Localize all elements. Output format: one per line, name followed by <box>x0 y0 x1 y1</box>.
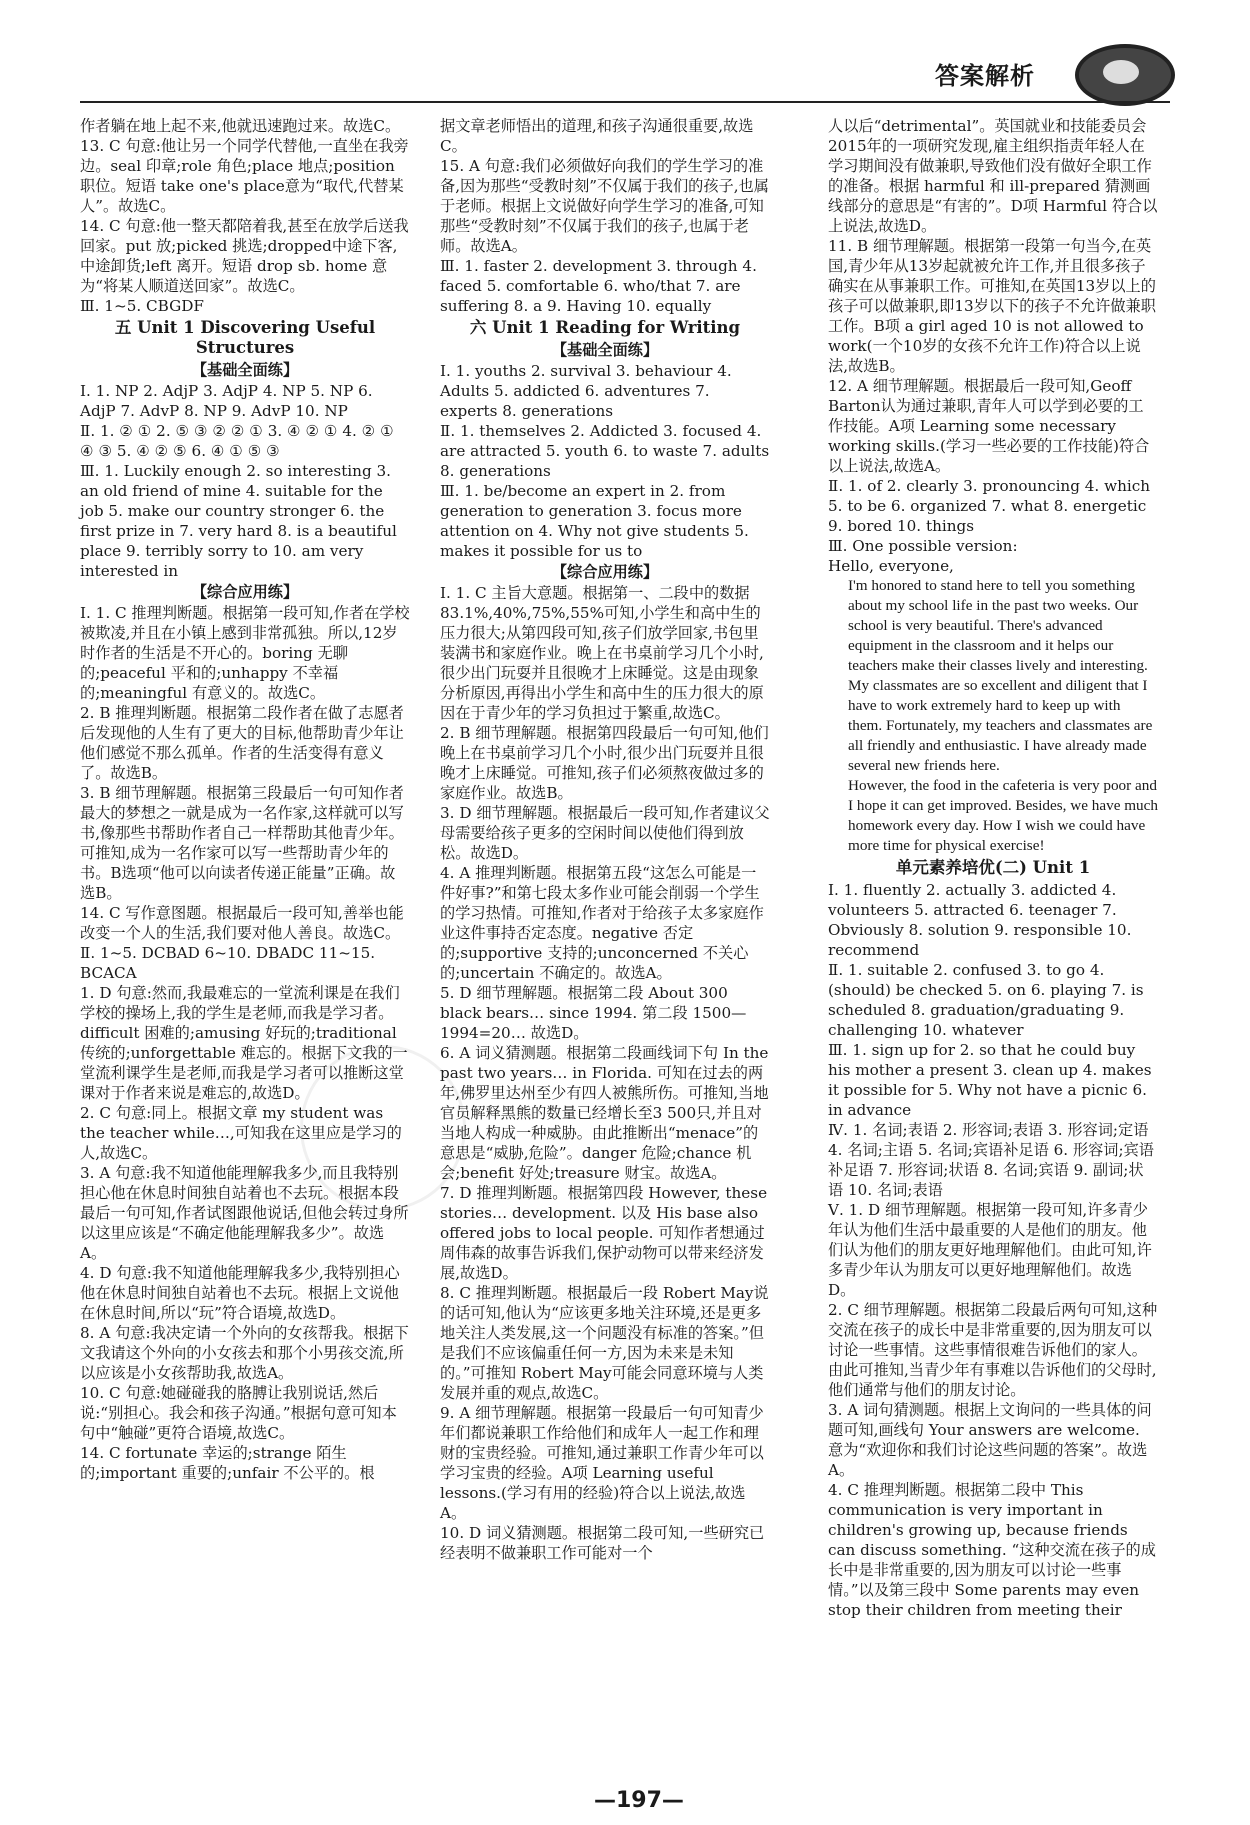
essay-greeting: Hello, everyone, <box>828 557 954 575</box>
answer-item: Ⅲ. One possible version: <box>828 537 1018 555</box>
answer-item: Ⅱ. 1. themselves 2. Addicted 3. focused 4. are attracted 5. youth 6. to waste 7. adults 8. generations <box>440 422 770 480</box>
answer-item: Ⅴ. 1. D 细节理解题。根据第一段可知,许多青少年认为他们生活中最重要的人是他们的朋友。他们认为他们的朋友更好地理解他们。由此可知,许多青少年认为朋友可以更好地理解他们。故选D。 <box>828 1201 1152 1299</box>
answer-item: 9. A 细节理解题。根据第一段最后一句可知青少年们都说兼职工作给他们和成年人一起工作和理财的宝贵经验。可推知,通过兼职工作青少年可以学习宝贵的经验。A项 Learning useful lessons.(学习有用的经验)符合以上说法,故选A。 <box>440 1404 764 1522</box>
answer-item: 7. D 推理判断题。根据第四段 However, these stories… development. 以及 His base also offered jobs to local people. 可知作者想通过周伟森的故事告诉我们,保护动物可以带来经济发展,故选D。 <box>440 1184 768 1282</box>
answer-item: 14. C fortunate 幸运的;strange 陌生的;important 重要的;unfair 不公平的。根 <box>80 1444 375 1482</box>
answer-item: Ⅰ. 1. C 主旨大意题。根据第一、二段中的数据83.1%,40%,75%,55%可知,小学生和高中生的压力很大;从第四段可知,孩子们放学回家,书包里装满书和家庭作业。晚上在书桌前学习几个小时,很少出门玩耍并且很晚才上床睡觉。这是由现象分析原因,再得出小学生和高中生的压力很大的原因在于青少年的学习负担过于繁重,故选C。 <box>440 584 764 722</box>
answer-item: Ⅲ. 1. sign up for 2. so that he could buy his mother a present 3. clean up 4. makes it possible for 5. Why not have a picnic 6. in advance <box>828 1041 1152 1119</box>
paragraph: 作者躺在地上起不来,他就迅速跑过来。故选C。 <box>80 117 401 135</box>
answer-item: 1. D 句意:然而,我最难忘的一堂流利课是在我们学校的操场上,我的学生是老师,而我是学习者。difficult 困难的;amusing 好玩的;traditional 传统的;unforgettable 难忘的。根据下文我的一堂流利课学生是老师,而我是学习者可以推断这堂课对于作者来说是难忘的,故选D。 <box>80 984 408 1102</box>
answer-item: 10. C 句意:她碰碰我的胳膊让我别说话,然后说:“别担心。我会和孩子沟通。”根据句意可知本句中“触碰”更符合语境,故选C。 <box>80 1384 397 1442</box>
book-logo-icon <box>1075 44 1175 106</box>
answer-item: Ⅰ. 1. NP 2. AdjP 3. AdjP 4. NP 5. NP 6. AdjP 7. AdvP 8. NP 9. AdvP 10. NP <box>80 382 373 420</box>
essay-paragraph: However, the food in the cafeteria is very poor and I hope it can get improved. Besides, we have much homework every day. How I wish we could have more time for physical exercise! <box>848 777 1158 854</box>
column-right <box>828 116 1158 1620</box>
answer-item: 2. B 推理判断题。根据第二段作者在做了志愿者后发现他的人生有了更大的目标,他帮助青少年让他们感觉不那么孤单。作者的生活变得有意义了。故选B。 <box>80 704 404 782</box>
paragraph: 据文章老师悟出的道理,和孩子沟通很重要,故选C。 <box>440 117 754 155</box>
section-title: 五 Unit 1 Discovering Useful Structures <box>114 318 376 357</box>
answer-item: Ⅰ. 1. youths 2. survival 3. behaviour 4. Adults 5. addicted 6. adventures 7. experts 8. generations <box>440 362 732 420</box>
answer-item: Ⅱ. 1. of 2. clearly 3. pronouncing 4. which 5. to be 6. organized 7. what 8. energetic 9. bored 10. things <box>828 477 1151 535</box>
answer-item: Ⅲ. 1. Luckily enough 2. so interesting 3. an old friend of mine 4. suitable for the job 5. make our country stronger 6. the first prize in 7. very hard 8. is a beautiful place 9. terribly sorry to 10. am very interested in <box>80 462 397 580</box>
page-number: —197— <box>594 1788 684 1813</box>
answer-item: 14. C 写作意图题。根据最后一段可知,善举也能改变一个人的生活,我们要对他人善良。故选C。 <box>80 904 404 942</box>
answer-item: 13. C 句意:他让另一个同学代替他,一直坐在我旁边。seal 印章;role 角色;place 地点;position 职位。短语 take one's place意为“取代,代替某人”。故选C。 <box>80 137 409 215</box>
answer-item: 4. C 推理判断题。根据第二段中 This communication is very important in children's growing up, because friends can discuss something. “这种交流在孩子的成长中是非常重要的,因为朋友可以讨论一些事情。”以及第三段中 Some parents may even stop their children from meeting their <box>828 1481 1156 1619</box>
subsection-title: 【综合应用练】 <box>191 583 299 601</box>
answer-item: Ⅰ. 1. C 推理判断题。根据第一段可知,作者在学校被欺凌,并且在小镇上感到非常孤独。所以,12岁时作者的生活是不开心的。boring 无聊的;peaceful 平和的;unhappy 不幸福的;meaningful 有意义的。故选C。 <box>80 604 410 702</box>
answer-item: 2. C 细节理解题。根据第二段最后两句可知,这种交流在孩子的成长中是非常重要的,因为朋友可以讨论一些事情。这些事情很难告诉他们的家人。由此可推知,当青少年有事难以告诉他们的父母时,他们通常与他们的朋友讨论。 <box>828 1301 1158 1399</box>
answer-item: Ⅱ. 1~5. DCBAD 6~10. DBADC 11~15. BCACA <box>80 944 376 982</box>
answer-item: Ⅱ. 1. suitable 2. confused 3. to go 4. (should) be checked 5. on 6. playing 7. is scheduled 8. graduation/graduating 9. challenging 10. whatever <box>828 961 1144 1039</box>
answer-item: Ⅲ. 1. be/become an expert in 2. from generation to generation 3. focus more attention on 4. Why not give students 5. makes it possible for us to <box>440 482 749 560</box>
essay-paragraph: I'm honored to stand here to tell you something about my school life in the past two weeks. Our school is very beautiful. There's advanced equipment in the classroom and it helps our teachers make their classes lively and interesting. My classmates are so excellent and diligent that I have to work extremely hard to keep up with them. Fortunately, my teachers and classmates are all friendly and enthusiastic. I have already made several new friends here. <box>848 577 1153 774</box>
answer-item: Ⅰ. 1. fluently 2. actually 3. addicted 4. volunteers 5. attracted 6. teenager 7. Obviously 8. solution 9. responsible 10. recommend <box>828 881 1132 959</box>
answer-item: 3. A 词句猜测题。根据上文询问的一些具体的问题可知,画线句 Your answers are welcome. 意为“欢迎你和我们讨论这些问题的答案”。故选A。 <box>828 1401 1152 1479</box>
answer-item: 12. A 细节理解题。根据最后一段可知,Geoff Barton认为通过兼职,青年人可以学到必要的工作技能。A项 Learning some necessary working skills.(学习一些必要的工作技能)符合以上说法,故选A。 <box>828 377 1150 475</box>
section-title: 六 Unit 1 Reading for Writing <box>469 318 741 337</box>
header-title: 答案解析 <box>935 62 1035 90</box>
answer-item: 10. D 词义猜测题。根据第二段可知,一些研究已经表明不做兼职工作可能对一个 <box>440 1524 765 1562</box>
answer-item: 14. C 句意:他一整天都陪着我,甚至在放学后送我回家。put 放;picked 挑选;dropped中途下客,中途卸货;left 离开。短语 drop sb. home 意为“将某人顺道送回家”。故选C。 <box>80 217 409 295</box>
paragraph: 人以后“detrimental”。英国就业和技能委员会2015年的一项研究发现,雇主组织指责年轻人在学习期间没有做兼职,导致他们没有做好全职工作的准备。根据 harmful 和 ill-prepared 猜测画线部分的意思是“有害的”。D项 Harmful 符合以上说法,故选D。 <box>828 117 1158 235</box>
header-divider <box>80 101 1170 103</box>
answer-item: Ⅲ. 1. faster 2. development 3. through 4. faced 5. comfortable 6. who/that 7. are suffering 8. a 9. Having 10. equally <box>440 257 757 315</box>
section-title: 单元素养培优(二) Unit 1 <box>895 858 1091 877</box>
column-left <box>80 116 410 1483</box>
answer-item: 3. B 细节理解题。根据第三段最后一句可知作者最大的梦想之一就是成为一名作家,这样就可以写书,像那些书帮助作者自己一样帮助其他青少年。可推知,成为一名作家可以写一些帮助青少年的书。B选项“他可以向读者传递正能量”正确。故选B。 <box>80 784 404 902</box>
answer-item: 5. D 细节理解题。根据第二段 About 300 black bears… since 1994. 第二段 1500—1994=20… 故选D。 <box>440 984 747 1042</box>
answer-item: Ⅲ. 1~5. CBGDF <box>80 297 204 315</box>
column-middle <box>440 116 770 1563</box>
answer-item: 4. A 推理判断题。根据第五段“这怎么可能是一件好事?”和第七段太多作业可能会削弱一个学生的学习热情。可推知,作者对于给孩子太多家庭作业这件事持否定态度。negative 否定的;supportive 支持的;unconcerned 不关心的;uncertain 不确定的。故选A。 <box>440 864 764 982</box>
answer-item: 2. C 句意:同上。根据文章 my student was the teacher while…,可知我在这里应是学习的人,故选C。 <box>80 1104 402 1162</box>
subsection-title: 【综合应用练】 <box>551 563 659 581</box>
answer-item: 2. B 细节理解题。根据第四段最后一句可知,他们晚上在书桌前学习几个小时,很少出门玩耍并且很晚才上床睡觉。可推知,孩子们必须熬夜做过多的家庭作业。故选B。 <box>440 724 769 802</box>
answer-item: 3. D 细节理解题。根据最后一段可知,作者建议父母需要给孩子更多的空闲时间以使他们得到放松。故选D。 <box>440 804 770 862</box>
answer-item: 15. A 句意:我们必须做好向我们的学生学习的准备,因为那些“受教时刻”不仅属于我们的孩子,也属于老师。根据上文说做好向学生学习的准备,可知那些“受教时刻”不仅属于我们的孩子,也属于老师。故选A。 <box>440 157 769 255</box>
answer-item: 4. D 句意:我不知道他能理解我多少,我特别担心他在休息时间独自站着也不去玩。根据上文说他在休息时间,所以“玩”符合语境,故选D。 <box>80 1264 400 1322</box>
subsection-title: 【基础全面练】 <box>551 341 659 359</box>
answer-item: 6. A 词义猜测题。根据第二段画线词下句 In the past two years… in Florida. 可知在过去的两年,佛罗里达州至少有四人被熊所伤。可推知,当地官员解释黑熊的数量已经增长至3 500只,并且对当地人构成一种威胁。由此推断出“menace”的意思是“威胁,危险”。danger 危险;chance 机会;benefit 好处;treasure 财宝。故选A。 <box>440 1044 769 1182</box>
answer-item: 8. A 句意:我决定请一个外向的女孩帮我。根据下文我请这个外向的小女孩去和那个小男孩交流,所以应该是小女孩帮助我,故选A。 <box>80 1324 409 1382</box>
answer-item: 11. B 细节理解题。根据第一段第一句当今,在英国,青少年从13岁起就被允许工作,并且很多孩子确实在从事兼职工作。可推知,在英国13岁以上的孩子可以做兼职,即13岁以下的孩子不允许做兼职工作。B项 a girl aged 10 is not allowed to work(一个10岁的女孩不允许工作)符合以上说法,故选B。 <box>828 237 1156 375</box>
page-header <box>0 0 1250 112</box>
answer-item: 8. C 推理判断题。根据最后一段 Robert May说的话可知,他认为“应该更多地关注环境,还是更多地关注人类发展,这一个问题没有标准的答案。”但是我们不应该偏重任何一方,因为未来是未知的。”可推知 Robert May可能会同意环境与人类发展并重的观点,故选C。 <box>440 1284 769 1402</box>
answer-item: Ⅳ. 1. 名词;表语 2. 形容词;表语 3. 形容词;定语 4. 名词;主语 5. 名词;宾语补足语 6. 形容词;宾语补足语 7. 形容词;状语 8. 名词;宾语 9. 副词;状语 10. 名词;表语 <box>828 1121 1154 1199</box>
answer-item: Ⅱ. 1. ② ① 2. ⑤ ③ ② ② ① 3. ④ ② ① 4. ② ① ④ ③ 5. ④ ② ⑤ 6. ④ ① ⑤ ③ <box>80 422 394 460</box>
answer-item: 3. A 句意:我不知道他能理解我多少,而且我特别担心他在休息时间独自站着也不去玩。根据本段最后一句可知,作者试图跟他说话,但他会转过身所以这里应该是“不确定他能理解我多少”。故选A。 <box>80 1164 409 1262</box>
subsection-title: 【基础全面练】 <box>191 361 299 379</box>
